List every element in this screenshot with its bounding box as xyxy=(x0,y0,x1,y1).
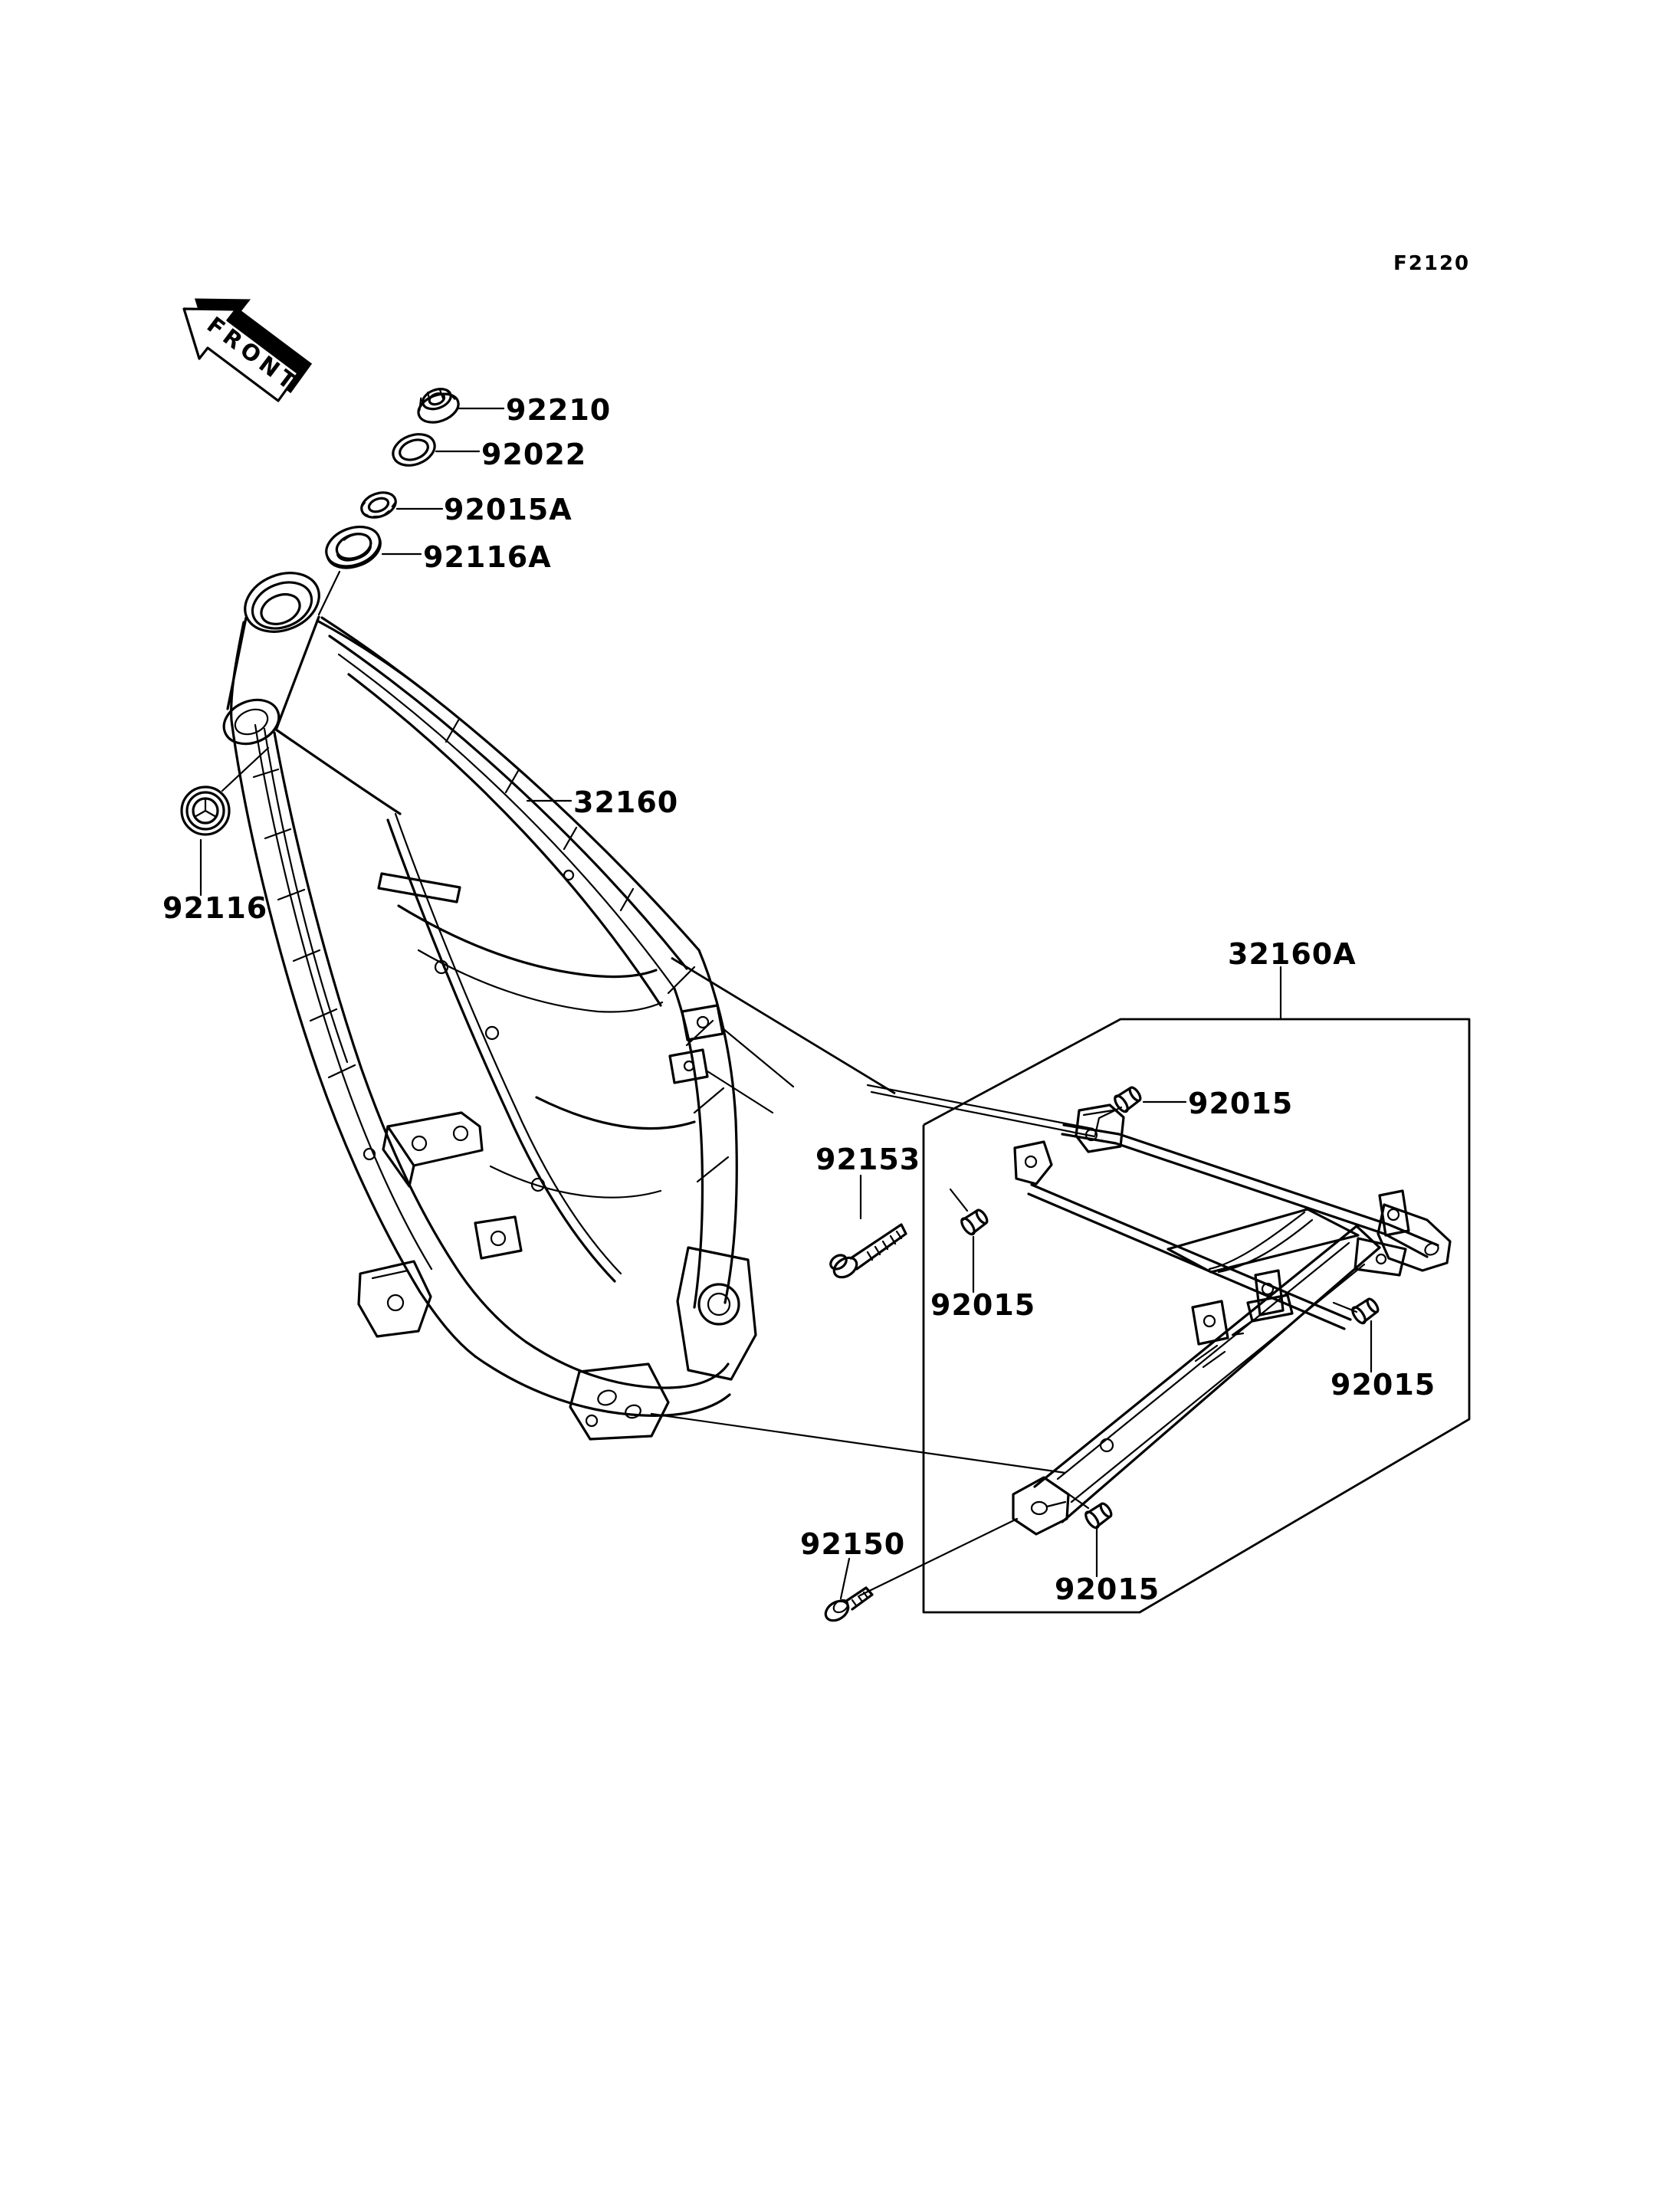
front-arrow xyxy=(184,300,310,401)
grommet-icon xyxy=(182,787,229,835)
part-label-92015A-2: 92015A xyxy=(444,493,573,526)
part-label-92015-12: 92015 xyxy=(1055,1572,1160,1606)
part-label-92116-5: 92116 xyxy=(162,891,268,925)
part-label-32160-4: 32160 xyxy=(573,785,679,819)
part-label-92015-10: 92015 xyxy=(1331,1368,1436,1402)
connection-leaders xyxy=(651,1028,1094,1473)
collar-bolt-icon-bottom xyxy=(1084,1500,1114,1530)
part-label-92153-8: 92153 xyxy=(815,1143,921,1176)
bearing-seal-icon xyxy=(321,520,386,575)
front-arrow-label: FRONT xyxy=(202,311,304,398)
part-label-92022-1: 92022 xyxy=(481,438,587,471)
part-label-92015-7: 92015 xyxy=(1188,1087,1294,1120)
part-label-92116A-3: 92116A xyxy=(423,540,552,574)
part-label-92015-9: 92015 xyxy=(930,1288,1036,1322)
lock-nut-icon xyxy=(358,488,399,522)
part-label-32160A-6: 32160A xyxy=(1228,937,1357,971)
flange-bolt-icon-92153 xyxy=(828,1225,906,1281)
part-labels-layer xyxy=(162,393,1436,1606)
main-frame-drawing xyxy=(218,562,756,1439)
washer-icon xyxy=(389,429,439,471)
collar-bolt-icon-mid xyxy=(960,1207,990,1236)
flange-nut-icon xyxy=(412,384,462,428)
figure-code: F2120 xyxy=(1393,252,1471,275)
part-label-92210-0: 92210 xyxy=(506,393,612,427)
part-label-92150-11: 92150 xyxy=(800,1527,906,1561)
